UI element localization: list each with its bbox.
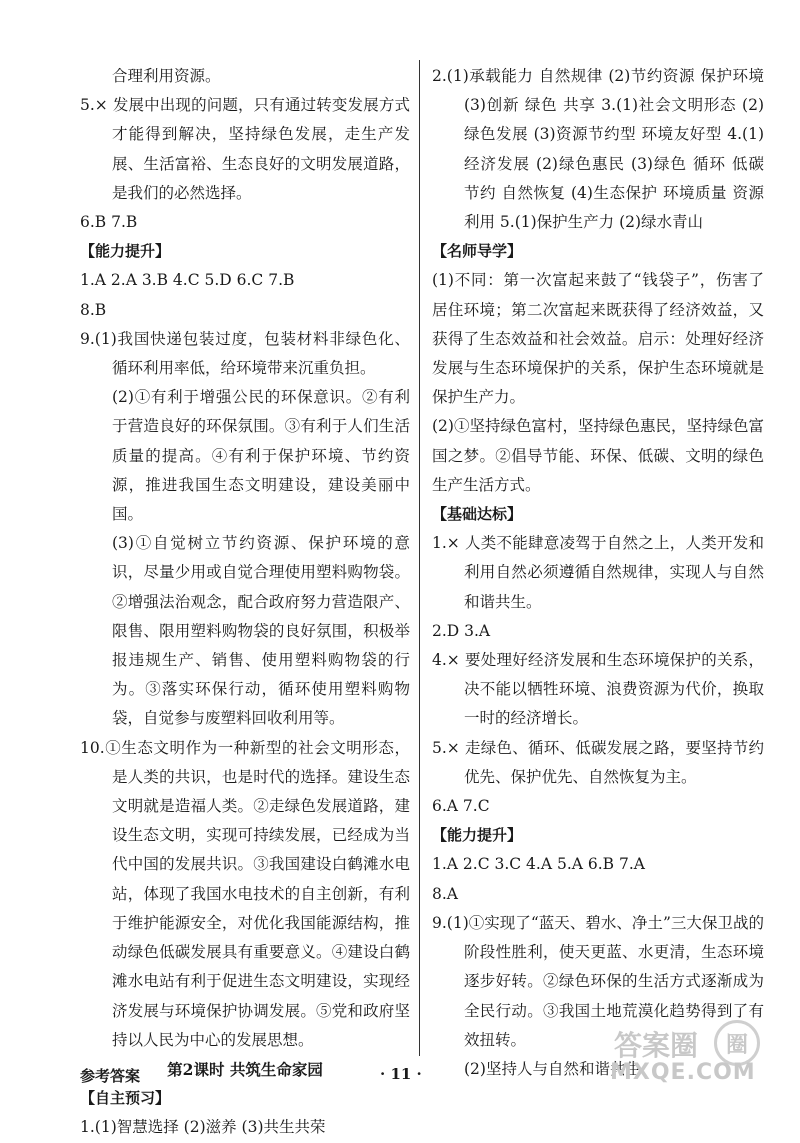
guide-answer-1: (1)不同：第一次富起来鼓了“钱袋子”，伤害了居住环境；第二次富起来既获得了经济效益，又获得了生态效益和社会效益。启示：处理好经济发展与生态环境保护的关系，保护生态环境就是保护生产力。 [432, 271, 764, 407]
basic-answer-2-3: 2.D 3.A [432, 621, 491, 640]
ability-answer-9-2: (2)坚持人与自然和谐共生 [464, 1059, 641, 1078]
left-column [80, 62, 410, 1143]
section-heading-guide: 【名师导学】 [432, 242, 523, 261]
answer-10: 10.①生态文明作为一种新型的社会文明形态，是人类的共识，也是时代的选择。建设生态文明就是造福人类。②走绿色发展道路，建设生态文明，实现可持续发展，已经成为当代中国的发展共识。③我国建设白鹤滩水电站，体现了我国水电技术的自主创新，有利于维护能源安全，对优化我国能源结构，推动绿色低碳发展具有重要意义。④建设白鹤滩水电站有利于促进生态文明建设，实现经济发展与环境保护协调发展。⑤党和政府坚持以人民为中心的发展思想。 [80, 738, 410, 1049]
basic-answer-1: 1.× 人类不能肆意凌驾于自然之上，人类开发和利用自然必须遵循自然规律，实现人与自然和谐共生。 [432, 534, 764, 611]
section-heading-ability-2: 【能力提升】 [432, 826, 523, 845]
ability-answer-9-1: 9.(1)①实现了“蓝天、碧水、净土”三大保卫战的阶段性胜利，使天更蓝、水更清，生态环境逐步好转。②绿色环保的生活方式逐渐成为全民行动。③我国土地荒漠化趋势得到了有效扭转。 [432, 913, 764, 1049]
section-heading-preview: 【自主预习】 [80, 1089, 171, 1108]
section-heading-basic: 【基础达标】 [432, 505, 523, 524]
answer-9-3: (3)①自觉树立节约资源、保护环境的意识，尽量少用或自觉合理使用塑料购物袋。②增强法治观念，配合政府努力营造限产、限售、限用塑料购物袋的良好氛围，积极举报违规生产、销售、使用塑料购物袋的行为。③落实环保行动，循环使用塑料购物袋，自觉参与废塑料回收利用等。 [112, 534, 410, 728]
answer-9-1: 9.(1)我国快递包装过度，包装材料非绿色化、循环利用率低，给环境带来沉重负担。 [80, 329, 410, 378]
preview-answers-2-5: 2.(1)承载能力 自然规律 (2)节约资源 保护环境 (3)创新 绿色 共享 3.(1)社会文明形态 (2)绿色发展 (3)资源节约型 环境友好型 4.(1)经济发展 (2)绿色惠民 (3)绿色 循环 低碳 节约 自然恢复 (4)生态保护 环境质量 资源利用 5.(1)保护生产力 (2)绿水青山 [432, 67, 764, 232]
answer-continuation: 合理利用资源。 [112, 67, 221, 85]
footer-label: 参考答案 [80, 1067, 141, 1085]
answer-choices-1-7: 1.A 2.A 3.B 4.C 5.D 6.C 7.B [80, 271, 295, 290]
answer-9-2: (2)①有利于增强公民的环保意识。②有利于营造良好的环保氛围。③有利于人们生活质量的提高。④有利于保护环境、节约资源，推进我国生态文明建设，建设美丽中国。 [112, 388, 410, 524]
section-heading-ability: 【能力提升】 [80, 242, 171, 261]
column-divider [419, 60, 420, 1056]
lesson-title: 第2课时 共筑生命家园 [167, 1059, 323, 1079]
answer-8: 8.B [80, 300, 107, 319]
page-number: · 11 · [380, 1065, 422, 1083]
watermark-circle-icon: 圈 [714, 1020, 760, 1066]
watermark-cn: 答案圈 [614, 1029, 699, 1062]
answer-5: 5.× 发展中出现的问题，只有通过转变发展方式才能得到解决，坚持绿色发展，走生产发展、生活富裕、生态良好的文明发展道路，是我们的必然选择。 [80, 96, 410, 202]
watermark-logo [610, 1020, 780, 1086]
ability-answers-1-7: 1.A 2.C 3.C 4.A 5.A 6.B 7.A [432, 855, 645, 874]
basic-answer-4: 4.× 要处理好经济发展和生态环境保护的关系，决不能以牺牲环境、浪费资源为代价，换取一时的经济增长。 [432, 651, 764, 728]
guide-answer-2: (2)①坚持绿色富村，坚持绿色惠民，坚持绿色富国之梦。②倡导节能、环保、低碳、文明的绿色生产生活方式。 [432, 417, 764, 494]
ability-answer-8: 8.A [432, 884, 458, 903]
preview-answer-1: 1.(1)智慧选择 (2)滋养 (3)共生共荣 [80, 1118, 326, 1137]
answer-6-7: 6.B 7.B [80, 213, 138, 232]
basic-answer-5: 5.× 走绿色、循环、低碳发展之路，要坚持节约优先、保护优先、自然恢复为主。 [432, 738, 764, 786]
watermark-url: MXQE.COM [610, 1060, 756, 1085]
right-column [432, 62, 764, 1084]
basic-answer-6-7: 6.A 7.C [432, 797, 490, 816]
